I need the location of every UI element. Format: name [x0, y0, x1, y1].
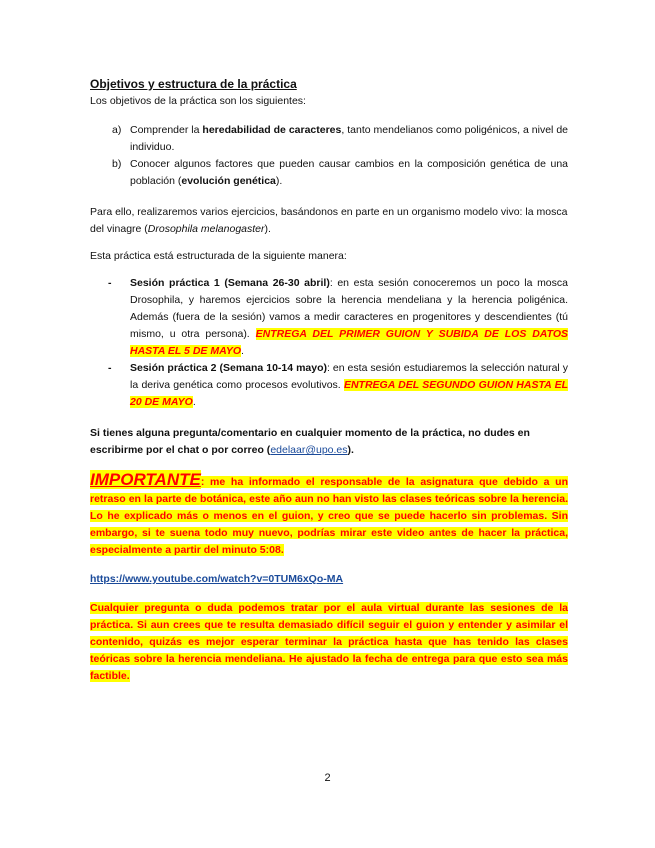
sessions-list — [108, 275, 568, 411]
objective-bold: evolución genética — [181, 175, 276, 187]
questions-paragraph — [90, 425, 568, 459]
closing-text: Cualquier pregunta o duda podemos tratar por el aula virtual durante las sesiones de la práctica. Si aun crees que te resulta demasiado difícil seguir el guion y entender y asimilar el contenido, quizás es mejor esperar terminar la práctica hasta que has tenido las clases teóricas sobre la herencia mendeliana. He ajustado la fecha de entrega para que esto sea más factible. — [90, 602, 568, 682]
session-end: . — [241, 345, 244, 357]
objective-text-end: ). — [275, 175, 283, 187]
session-item — [108, 275, 568, 360]
session-title: Sesión práctica 1 (Semana 26-30 abril) — [130, 277, 330, 289]
structure-intro: Esta práctica está estructurada de la siguiente manera: — [90, 250, 347, 262]
section-title: Objetivos y estructura de la práctica — [90, 77, 297, 91]
questions-end: ). — [347, 444, 354, 456]
intro-text: Los objetivos de la práctica son los siguientes: — [90, 95, 306, 107]
session-text: : en esta sesión estudiaremos la selección natural y la deriva genética como procesos evolutivos. — [130, 362, 568, 391]
session-text: : en esta sesión conoceremos un poco la mosca Drosophila, y haremos ejercicios sobre la herencia mendeliana y la herencia poligénica. Además (fuera de la sesión) vamos a medir caracteres en progenitores y descendientes (tú mismo, u otra persona). — [130, 277, 568, 340]
para-ello-paragraph — [90, 204, 568, 238]
important-text: : me ha informado el responsable de la asignatura que debido a un retraso en la parte de botánica, este año aun no han visto las clases teóricas sobre la herencia. Lo he explicado más o menos en el guion, y creo que se puede hacerlo sin problemas. Sin embargo, si te suena todo muy nuevo, podrías mirar este video antes de hacer la práctica, especialmente a partir del minuto 5:08. — [90, 476, 568, 556]
session-item — [108, 360, 568, 411]
video-paragraph — [90, 571, 568, 588]
session-deadline: ENTREGA DEL SEGUNDO GUION HASTA EL 20 DE MAYO — [130, 379, 568, 408]
objective-item — [112, 156, 568, 190]
session-title: Sesión práctica 2 (Semana 10-14 mayo) — [130, 362, 327, 374]
closing-paragraph — [90, 600, 568, 685]
objective-item — [112, 122, 568, 156]
para-ello-text: Para ello, realizaremos varios ejercicios, basándonos en parte en un organismo modelo vivo: la mosca del vinagre ( — [90, 206, 568, 235]
page-number: 2 — [324, 772, 331, 784]
objective-text: Conocer algunos factores que pueden causar cambios en la composición genética de una población ( — [130, 158, 568, 187]
species-name: Drosophila melanogaster — [147, 223, 265, 235]
list-marker: b) — [112, 158, 122, 170]
objective-bold: heredabilidad de caracteres — [202, 124, 342, 136]
document-page — [90, 75, 568, 685]
questions-text: Si tienes alguna pregunta/comentario en cualquier momento de la práctica, no dudes en escribirme por el chat o por correo ( — [90, 427, 530, 456]
para-ello-end: ). — [264, 223, 271, 235]
list-marker: - — [108, 277, 112, 289]
email-link[interactable]: edelaar@upo.es — [270, 444, 348, 456]
objectives-list — [112, 122, 568, 190]
video-link[interactable]: https://www.youtube.com/watch?v=0TUM6xQo-MA — [90, 573, 344, 585]
session-deadline: ENTREGA DEL PRIMER GUION Y SUBIDA DE LOS DATOS HASTA EL 5 DE MAYO — [130, 328, 568, 357]
objective-text: Comprender la — [130, 124, 203, 136]
objective-text-end: , tanto mendelianos como poligénicos, a nivel de individuo. — [130, 124, 568, 153]
list-marker: - — [108, 362, 112, 374]
important-notice — [90, 471, 568, 559]
list-marker: a) — [112, 124, 122, 136]
important-label: IMPORTANTE — [90, 470, 201, 489]
session-end: . — [192, 396, 196, 408]
